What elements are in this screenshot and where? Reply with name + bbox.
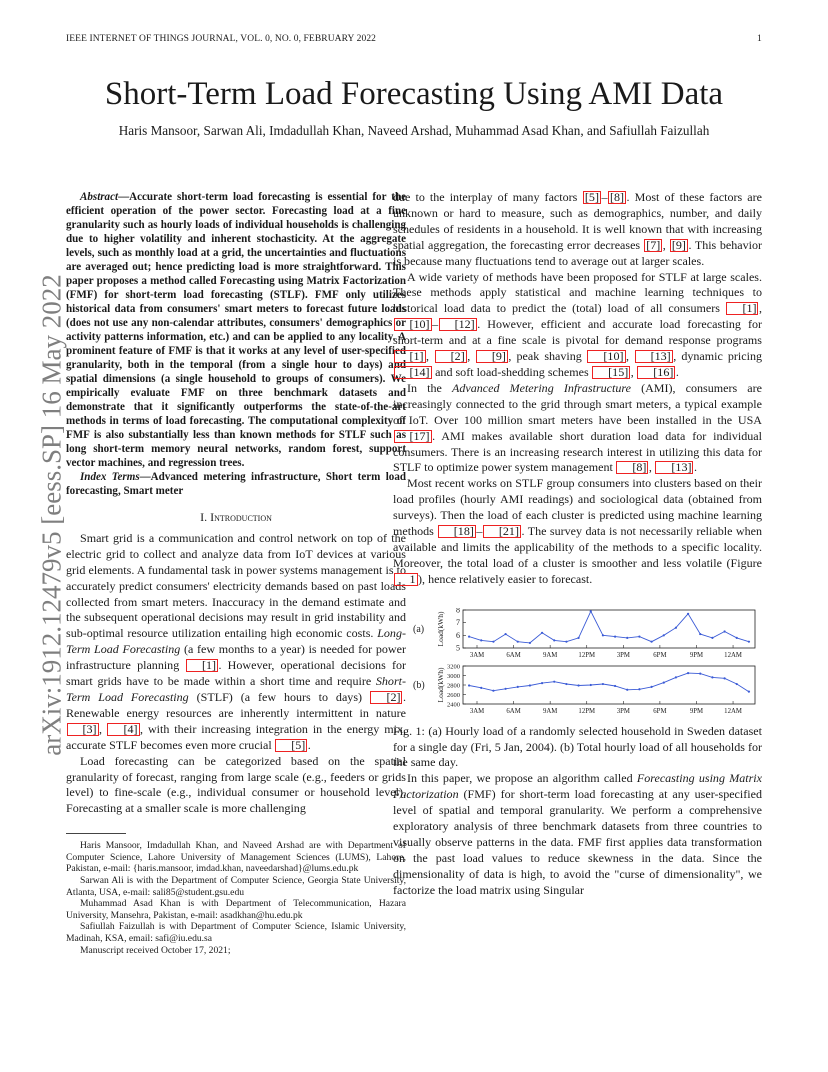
data-point bbox=[480, 686, 482, 688]
right-paragraph-5: In this paper, we propose an algorithm called Forecasting using Matrix Factorization (FMF) for short-term load forecasting at any user-specified level of spatial and temporal granularity. We perform a comprehensive exploratory analysis of three benchmark datasets from three countries to visually observe patterns in the data. FMF first applies data transformation on the past load values to reduce skewness in the data. Since the dimensionality of data is high, to avoid the "curse of dimensionality", we factorize the load matrix using Singular bbox=[393, 771, 762, 897]
data-point bbox=[553, 639, 555, 641]
index-terms-label: Index Terms bbox=[80, 471, 140, 483]
data-point bbox=[529, 641, 531, 643]
citation-link[interactable]: [18] bbox=[438, 525, 476, 538]
citation-link[interactable]: [5] bbox=[584, 190, 599, 204]
figure-1-chart bbox=[393, 608, 762, 718]
abstract bbox=[66, 190, 406, 470]
panel-label: (b) bbox=[413, 679, 425, 691]
x-tick-label: 9PM bbox=[689, 707, 704, 715]
intro-paragraph-1: Smart grid is a communication and control network on top of the electric grid to collect and analyze data from IoT devices at various grid elements. A fundamental task in power systems management is to accurately predict consumers' electricity demands based on past loads collected from smart meters. Inaccuracy in the demand estimate and the subsequent operational decisions may result in grid instability and sub-optimal resource utilization entailing high economic costs. Long-Term Load Forecasting (a few months to a year) is needed for power infrastructure planning [1] . However, operational decisions for smart grids have to be made within a short time and require Short-Term Load Forecasting (STLF) (a few hours to days) [2] . Renewable energy resources are inherently intermittent in nature [3] , [4] , with their increasing integration in the energy mix, accurate STLF becomes even more crucial [5] . bbox=[66, 530, 407, 752]
y-tick-label: 8 bbox=[456, 607, 460, 615]
right-column bbox=[393, 190, 762, 899]
paper-title: Short-Term Load Forecasting Using AMI Data bbox=[104, 76, 724, 112]
data-point bbox=[590, 684, 592, 686]
x-tick-label: 9AM bbox=[542, 651, 558, 659]
data-point bbox=[687, 612, 689, 614]
index-terms-text: —Advanced metering infrastructure, Short term load forecasting, Smart meter bbox=[66, 471, 406, 497]
data-point bbox=[675, 626, 677, 628]
citation-link[interactable]: [8] bbox=[610, 190, 625, 204]
data-point bbox=[736, 683, 738, 685]
data-point bbox=[626, 688, 628, 690]
data-point bbox=[748, 690, 750, 692]
series-line bbox=[469, 611, 749, 643]
running-header: IEEE INTERNET OF THINGS JOURNAL, VOL. 0, NO. 0, FEBRUARY 2022 bbox=[66, 34, 377, 44]
x-tick-label: 9PM bbox=[689, 651, 704, 659]
data-point bbox=[517, 640, 519, 642]
x-tick-label: 6AM bbox=[506, 707, 521, 715]
citation-link[interactable]: [1] bbox=[394, 350, 426, 363]
citation-link[interactable]: [1] bbox=[726, 302, 758, 315]
data-point bbox=[577, 636, 579, 638]
y-axis-label: Load(kWh) bbox=[436, 611, 445, 647]
citation-link[interactable]: [15] bbox=[592, 366, 630, 379]
data-point bbox=[602, 634, 604, 636]
data-point bbox=[699, 633, 701, 635]
data-point bbox=[723, 630, 725, 632]
data-point bbox=[675, 676, 677, 678]
y-axis-label: Load(kWh) bbox=[436, 667, 445, 703]
citation-link[interactable]: [8] bbox=[616, 461, 648, 474]
footnote-affiliation: Sarwan Ali is with the Department of Computer Science, Georgia State University, Atlanta, USA, e-mail: sali85@student.gsu.edu bbox=[66, 875, 406, 898]
arxiv-stamp: arXiv:1912.12479v5 [eess.SP] 16 May 2022 bbox=[36, 274, 67, 756]
data-point bbox=[529, 684, 531, 686]
left-column bbox=[66, 190, 406, 956]
panel-label: (a) bbox=[413, 623, 425, 635]
y-tick-label: 3000 bbox=[447, 672, 460, 680]
citation-link[interactable]: [9] bbox=[671, 237, 686, 252]
abstract-text: —Accurate short-term load forecasting is essential for the efficient operation of the power sector. Forecasting load at a fine granularity such as hourly loads of individual households is challenging due to higher volatility and inherent stochasticity. At the aggregate levels, such as monthly load at a grid, the uncertainties and fluctuations are averaged out; hence predicting load is more straightforward. This paper proposes a method called Forecasting using Matrix Factorization (FMF) for short-term load forecasting (STLF). FMF only utilizes historical data from consumers' smart meters to forecast future loads (does not use any non-calendar attributes, consumers' demographics or activity patterns information, etc.) and can be applied to any locality. A prominent feature of FMF is that it works at any level of user-specified granularity, both in the temporal (from a single hour to days) and spatial dimensions (a single household to groups of consumers). We empirically evaluate FMF on three benchmark datasets and demonstrate that it significantly outperforms the state-of-the-art methods in terms of load forecasting. The computational complexity of FMF is also substantially less than known methods for STLF such as long short-term memory neural networks, random forest, support vector machines, and regression trees. bbox=[66, 191, 406, 469]
citation-link[interactable]: [4] bbox=[107, 723, 139, 736]
figure-link[interactable]: 1 bbox=[394, 573, 418, 586]
data-point bbox=[614, 635, 616, 637]
data-point bbox=[638, 688, 640, 690]
citation-link[interactable]: [21] bbox=[483, 525, 521, 538]
citation-link[interactable]: [9] bbox=[476, 350, 508, 363]
right-paragraph-4: Most recent works on STLF group consumers into clusters based on their load profiles (hourly AMI readings) and sociological data (obtained from surveys). Then the load of each cluster is predicted using machine learning methods [18] – [21] . The survey data is not necessarily reliable when available and limits the applicability of the methods to a specific locality. Moreover, the total load of a cluster is smoother and less volatile (Figure 1 ), hence relatively easier to forecast. bbox=[393, 476, 762, 586]
data-point bbox=[553, 680, 555, 682]
citation-link[interactable]: [7] bbox=[646, 237, 661, 252]
y-tick-label: 7 bbox=[456, 617, 460, 627]
data-point bbox=[663, 681, 665, 683]
data-point bbox=[541, 682, 543, 684]
data-point bbox=[504, 633, 506, 635]
footnote-manuscript: Manuscript received October 17, 2021; bbox=[80, 944, 231, 956]
x-tick-label: 3PM bbox=[616, 707, 630, 715]
right-paragraph-1: due to the interplay of many factors [5] – [8] . Most of these factors are unknown or hard to measure, such as demographics, number, and daily schedules of residents in a household. It is well known that with increasing spatial aggregation, the forecasting error decreases [7] , [9] . This behavior is because many fluctuations tend to average out at larger scales. bbox=[393, 190, 762, 268]
citation-link[interactable]: [13] bbox=[655, 461, 693, 474]
footnotes bbox=[66, 840, 406, 956]
figure-1 bbox=[393, 608, 762, 718]
citation-link[interactable]: [2] bbox=[370, 691, 402, 704]
section-heading-introduction: I. Introduction bbox=[200, 510, 272, 524]
footnote-affiliation: Haris Mansoor, Imdadullah Khan, and Naveed Arshad are with Department of Computer Science, Lahore University of Management Sciences (LUMS), Lahore, Pakistan, e-mail: {haris.mansoor, imdad.khan, naveedarshad}@lums.edu.pk bbox=[66, 840, 406, 875]
citation-link[interactable]: [2] bbox=[435, 350, 467, 363]
citation-link[interactable]: [10] bbox=[394, 318, 432, 331]
data-point bbox=[614, 685, 616, 687]
data-point bbox=[565, 683, 567, 685]
data-point bbox=[663, 634, 665, 636]
author-list: Haris Mansoor, Sarwan Ali, Imdadullah Khan, Naveed Arshad, Muhammad Asad Khan, and Safiullah Faizullah bbox=[118, 123, 710, 138]
x-tick-label: 6AM bbox=[506, 651, 521, 659]
x-tick-label: 3AM bbox=[469, 707, 485, 715]
x-tick-label: 12AM bbox=[724, 707, 742, 715]
data-point bbox=[492, 640, 494, 642]
y-tick-label: 5 bbox=[456, 643, 460, 653]
y-tick-label: 2800 bbox=[447, 682, 460, 690]
data-point bbox=[541, 631, 543, 633]
citation-link[interactable]: [14] bbox=[394, 366, 432, 379]
data-point bbox=[626, 636, 628, 638]
y-tick-label: 3200 bbox=[447, 663, 460, 671]
x-tick-label: 12AM bbox=[724, 651, 742, 659]
footnote-affiliation: Safiullah Faizullah is with Department of Computer Science, Islamic University, Madinah, KSA, email: safi@iu.edu.sa bbox=[66, 921, 406, 944]
x-tick-label: 3PM bbox=[616, 651, 630, 659]
data-point bbox=[687, 672, 689, 674]
data-point bbox=[723, 677, 725, 679]
citation-link[interactable]: [5] bbox=[275, 739, 307, 752]
citation-link[interactable]: [16] bbox=[637, 366, 675, 379]
y-tick-label: 6 bbox=[456, 630, 460, 640]
citation-link[interactable]: [3] bbox=[67, 723, 99, 736]
data-point bbox=[711, 636, 713, 638]
x-tick-label: 3AM bbox=[469, 651, 485, 659]
citation-link[interactable]: [12] bbox=[439, 318, 477, 331]
data-point bbox=[711, 676, 713, 678]
data-point bbox=[638, 635, 640, 637]
data-point bbox=[468, 684, 470, 686]
data-point bbox=[602, 683, 604, 685]
intro-paragraph-2: Load forecasting can be categorized based on the spatial granularity of forecast, ranging from large scale (e.g., feeders or grids level) to fine-scale (e.g., individual consumer or household level). Forecasting at a smaller scale is more challenging bbox=[66, 753, 406, 816]
x-tick-label: 6PM bbox=[653, 651, 667, 659]
data-point bbox=[480, 639, 482, 641]
data-point bbox=[736, 636, 738, 638]
data-point bbox=[577, 684, 579, 686]
right-paragraph-3: In the Advanced Metering Infrastructure (AMI), consumers are increasingly connected to the grid through smart meters, a typical example of IoT. Over 100 million smart meters have been installed in the USA [17] . AMI makes available short duration load data for individual consumers. There is an increasing research interest in utilizing this data for STLF to optimize power system management [8] , [13] . bbox=[393, 380, 762, 475]
data-point bbox=[492, 689, 494, 691]
citation-link[interactable]: [13] bbox=[635, 350, 673, 363]
data-point bbox=[517, 685, 519, 687]
citation-link[interactable]: [17] bbox=[394, 430, 432, 443]
x-tick-label: 6PM bbox=[653, 707, 667, 715]
figure-caption: Fig. 1: (a) Hourly load of a randomly selected household in Sweden dataset for a single day (Fri, 5 Jan, 2004). (b) Total hourly load of all households for the same day. bbox=[393, 723, 762, 770]
data-point bbox=[468, 635, 470, 637]
y-tick-label: 2400 bbox=[447, 701, 460, 709]
plot-frame bbox=[463, 610, 755, 648]
y-tick-label: 2600 bbox=[447, 691, 460, 699]
data-point bbox=[650, 640, 652, 642]
data-point bbox=[650, 685, 652, 687]
data-point bbox=[699, 672, 701, 674]
abstract-label: Abstract bbox=[80, 191, 119, 203]
data-point bbox=[504, 687, 506, 689]
right-paragraph-2: A wide variety of methods have been proposed for STLF at large scales. These methods apply statistical and machine learning techniques to historical load data to predict the (total) load of all consumers [1] , [10] – [12] . However, efficient and accurate load forecasting for short-term and at a fine scale is pivotal for demand response programs [1] , [2] , [9] , peak shaving [10] , [13] , dynamic pricing [14] and soft load-shedding schemes [15] , [16] . bbox=[393, 269, 763, 379]
series-line bbox=[469, 673, 749, 692]
data-point bbox=[565, 640, 567, 642]
x-tick-label: 9AM bbox=[542, 707, 558, 715]
x-tick-label: 12PM bbox=[578, 707, 596, 715]
citation-link[interactable]: [10] bbox=[587, 350, 625, 363]
data-point bbox=[590, 610, 592, 612]
x-tick-label: 12PM bbox=[578, 651, 596, 659]
page-number: 1 bbox=[757, 34, 762, 44]
citation-link[interactable]: [1] bbox=[186, 659, 218, 672]
footnote-affiliation: Muhammad Asad Khan is with Department of Telecommunication, Hazara University, Mansehra, Pakistan, e-mail: asadkhan@hu.edu.pk bbox=[66, 898, 406, 921]
index-terms bbox=[66, 470, 406, 498]
footnote-rule bbox=[66, 833, 126, 834]
data-point bbox=[748, 640, 750, 642]
